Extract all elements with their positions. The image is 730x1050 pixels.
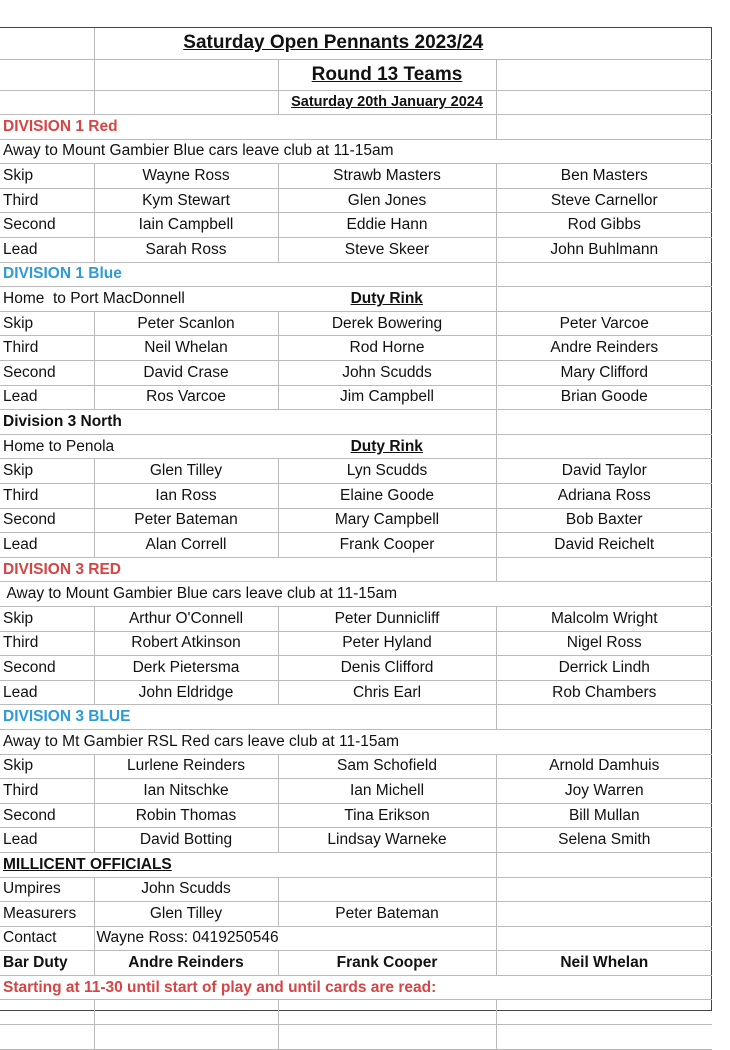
position-label: Second <box>0 803 94 828</box>
page-title: Saturday Open Pennants 2023/24 <box>94 28 712 59</box>
position-label: Second <box>0 213 94 238</box>
player-name: Peter Dunnicliff <box>278 606 496 631</box>
travel-info: Home to Port MacDonnell <box>0 287 278 312</box>
player-name: Derk Pietersma <box>94 656 278 681</box>
division-name: DIVISION 3 RED <box>0 557 278 582</box>
team-row <box>0 779 712 804</box>
bar-duty-label: Bar Duty <box>0 951 94 976</box>
player-name: Lurlene Reinders <box>94 754 278 779</box>
division-travel-row <box>0 582 712 607</box>
player-name: Rod Horne <box>278 336 496 361</box>
player-name: Tina Erikson <box>278 803 496 828</box>
team-row <box>0 385 712 410</box>
player-name: Peter Bateman <box>94 508 278 533</box>
position-label: Skip <box>0 164 94 189</box>
team-row <box>0 336 712 361</box>
position-label: Skip <box>0 754 94 779</box>
team-row <box>0 164 712 189</box>
team-row <box>0 311 712 336</box>
team-row <box>0 188 712 213</box>
player-name: Malcolm Wright <box>496 606 712 631</box>
player-name: Andre Reinders <box>496 336 712 361</box>
division-travel-row <box>0 434 712 459</box>
duty-rink-label: Duty Rink <box>278 287 496 312</box>
position-label: Skip <box>0 606 94 631</box>
position-label: Lead <box>0 680 94 705</box>
team-row <box>0 213 712 238</box>
position-label: Second <box>0 508 94 533</box>
travel-info: Away to Mount Gambier Blue cars leave club at 11-15am <box>0 139 496 164</box>
umpire-name: John Scudds <box>94 877 278 902</box>
pennants-sheet <box>0 27 712 1011</box>
player-name: Denis Clifford <box>278 656 496 681</box>
player-name: Derrick Lindh <box>496 656 712 681</box>
contact-details: Wayne Ross: 0419250546 <box>94 926 496 951</box>
player-name: Ros Varcoe <box>94 385 278 410</box>
player-name: Brian Goode <box>496 385 712 410</box>
position-label: Lead <box>0 238 94 263</box>
team-row <box>0 533 712 558</box>
bar-duty-name: Frank Cooper <box>278 951 496 976</box>
division-name: DIVISION 1 Red <box>0 115 278 140</box>
team-sheet-table <box>0 28 712 1050</box>
player-name: Joy Warren <box>496 779 712 804</box>
player-name: Strawb Masters <box>278 164 496 189</box>
team-row <box>0 484 712 509</box>
measurer-name: Peter Bateman <box>278 902 496 927</box>
travel-info: Away to Mt Gambier RSL Red cars leave club at 11-15am <box>0 729 496 754</box>
team-row <box>0 828 712 853</box>
player-name: Ben Masters <box>496 164 712 189</box>
round-heading: Round 13 Teams <box>278 59 496 90</box>
team-row <box>0 803 712 828</box>
team-row <box>0 508 712 533</box>
position-label: Third <box>0 336 94 361</box>
player-name: David Reichelt <box>496 533 712 558</box>
player-name: John Eldridge <box>94 680 278 705</box>
player-name: John Buhlmann <box>496 238 712 263</box>
player-name: Elaine Goode <box>278 484 496 509</box>
player-name: Wayne Ross <box>94 164 278 189</box>
player-name: Arthur O'Connell <box>94 606 278 631</box>
player-name: Glen Tilley <box>94 459 278 484</box>
team-row <box>0 606 712 631</box>
player-name: Peter Scanlon <box>94 311 278 336</box>
division-travel-row <box>0 287 712 312</box>
position-label: Second <box>0 361 94 386</box>
team-row <box>0 680 712 705</box>
player-name: Jim Campbell <box>278 385 496 410</box>
player-name: Chris Earl <box>278 680 496 705</box>
team-row <box>0 754 712 779</box>
player-name: Robin Thomas <box>94 803 278 828</box>
player-name: Derek Bowering <box>278 311 496 336</box>
position-label: Third <box>0 188 94 213</box>
player-name: Neil Whelan <box>94 336 278 361</box>
position-label: Second <box>0 656 94 681</box>
player-name: Peter Varcoe <box>496 311 712 336</box>
player-name: Adriana Ross <box>496 484 712 509</box>
division-header-row <box>0 410 712 435</box>
player-name: Bob Baxter <box>496 508 712 533</box>
player-name: Kym Stewart <box>94 188 278 213</box>
travel-info: Away to Mount Gambier Blue cars leave club at 11-15am <box>0 582 496 607</box>
bar-duty-note: Starting at 11-30 until start of play and until cards are read: <box>0 975 712 1000</box>
division-header-row <box>0 262 712 287</box>
measurers-label: Measurers <box>0 902 94 927</box>
player-name: Steve Carnellor <box>496 188 712 213</box>
player-name: John Scudds <box>278 361 496 386</box>
bar-duty-name: Neil Whelan <box>496 951 712 976</box>
division-name: Division 3 North <box>0 410 278 435</box>
position-label: Third <box>0 484 94 509</box>
player-name: Frank Cooper <box>278 533 496 558</box>
division-travel-row <box>0 729 712 754</box>
player-name: Ian Ross <box>94 484 278 509</box>
measurer-name: Glen Tilley <box>94 902 278 927</box>
player-name: Bill Mullan <box>496 803 712 828</box>
position-label: Third <box>0 779 94 804</box>
bar-duty-name: Andre Reinders <box>94 951 278 976</box>
division-travel-row <box>0 139 712 164</box>
contact-label: Contact <box>0 926 94 951</box>
player-name: Nigel Ross <box>496 631 712 656</box>
team-row <box>0 238 712 263</box>
player-name: David Taylor <box>496 459 712 484</box>
player-name: Alan Correll <box>94 533 278 558</box>
player-name: Iain Campbell <box>94 213 278 238</box>
officials-heading: MILLICENT OFFICIALS <box>0 852 278 877</box>
division-header-row <box>0 557 712 582</box>
player-name: Mary Campbell <box>278 508 496 533</box>
team-row <box>0 631 712 656</box>
player-name: Steve Skeer <box>278 238 496 263</box>
player-name: Peter Hyland <box>278 631 496 656</box>
player-name: Mary Clifford <box>496 361 712 386</box>
position-label: Third <box>0 631 94 656</box>
team-row <box>0 361 712 386</box>
position-label: Lead <box>0 533 94 558</box>
team-row <box>0 656 712 681</box>
position-label: Skip <box>0 311 94 336</box>
team-row <box>0 459 712 484</box>
player-name: Robert Atkinson <box>94 631 278 656</box>
player-name: Rod Gibbs <box>496 213 712 238</box>
player-name: Glen Jones <box>278 188 496 213</box>
division-header-row <box>0 705 712 730</box>
player-name: Arnold Damhuis <box>496 754 712 779</box>
player-name: Lindsay Warneke <box>278 828 496 853</box>
player-name: David Crase <box>94 361 278 386</box>
position-label: Lead <box>0 828 94 853</box>
player-name: Ian Michell <box>278 779 496 804</box>
division-header-row <box>0 115 712 140</box>
player-name: Eddie Hann <box>278 213 496 238</box>
travel-info: Home to Penola <box>0 434 278 459</box>
division-name: DIVISION 1 Blue <box>0 262 278 287</box>
player-name: Selena Smith <box>496 828 712 853</box>
date-heading: Saturday 20th January 2024 <box>278 90 496 115</box>
division-name: DIVISION 3 BLUE <box>0 705 278 730</box>
umpires-label: Umpires <box>0 877 94 902</box>
duty-rink-label: Duty Rink <box>278 434 496 459</box>
player-name: Sarah Ross <box>94 238 278 263</box>
player-name: Sam Schofield <box>278 754 496 779</box>
position-label: Skip <box>0 459 94 484</box>
player-name: Ian Nitschke <box>94 779 278 804</box>
player-name: Rob Chambers <box>496 680 712 705</box>
position-label: Lead <box>0 385 94 410</box>
player-name: David Botting <box>94 828 278 853</box>
player-name: Lyn Scudds <box>278 459 496 484</box>
